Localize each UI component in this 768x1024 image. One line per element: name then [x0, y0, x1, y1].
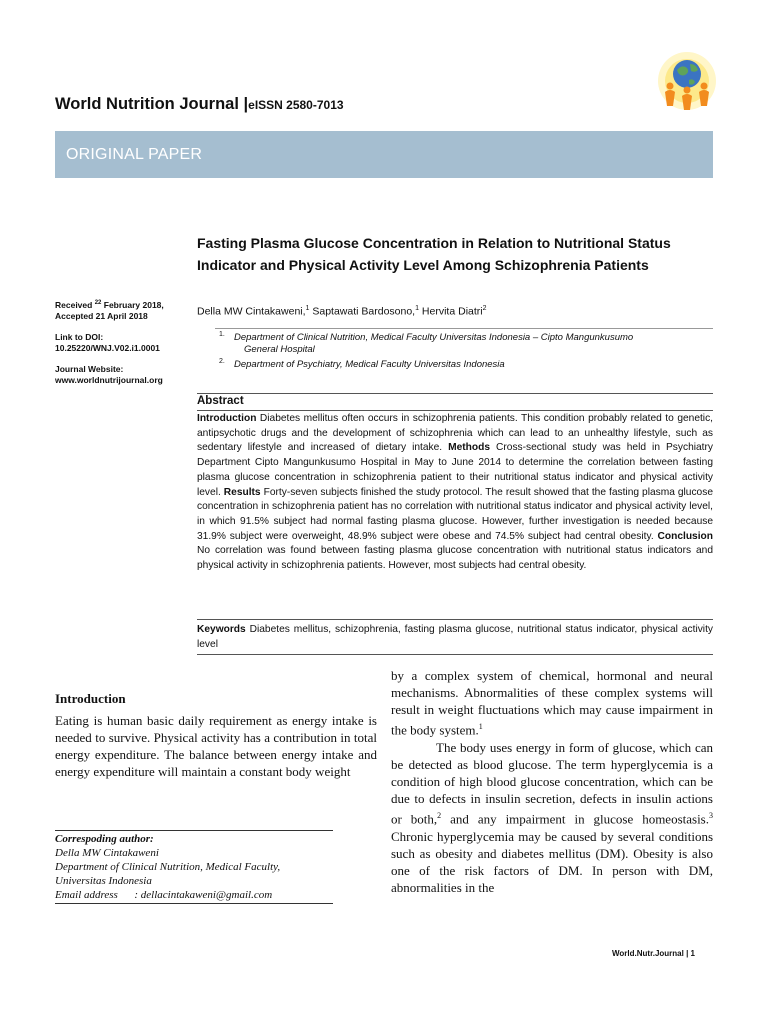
corresponding-author-label: Correspoding author:	[55, 833, 154, 845]
keywords	[197, 623, 713, 652]
author-name: Hervita Diatri	[419, 305, 483, 318]
journal-logo-icon	[656, 50, 718, 118]
corresponding-author-university: Universitas Indonesia	[55, 875, 152, 887]
abstract-conclusion-text: No correlation was found between fasting plasma glucose concentration with nutritional status indicators and physical activity in schizophrenia patients. However, most subjects had central obesity.	[197, 545, 713, 572]
paragraph-text: Chronic hyperglycemia may be caused by several conditions such as obesity and diabetes mellitus (DM). Obesity is also one of the risk factors of DM. In person with DM, abnormalities in the	[391, 828, 713, 895]
author-list	[197, 305, 487, 318]
citation-marker: 3	[709, 811, 713, 821]
affiliation-number: 2.	[219, 358, 225, 365]
corresponding-author-department: Department of Clinical Nutrition, Medical Faculty,	[55, 861, 281, 873]
abstract-heading: Abstract	[197, 395, 244, 407]
received-day: 22	[94, 300, 102, 306]
introduction-paragraph	[391, 739, 713, 896]
divider	[197, 619, 713, 620]
divider	[197, 410, 713, 411]
journal-issn: eISSN 2580-7013	[248, 98, 344, 112]
divider	[55, 830, 333, 831]
corresponding-author-email-row	[55, 888, 345, 902]
divider	[215, 328, 713, 329]
accepted-date: Accepted 21 April 2018	[55, 311, 148, 322]
corresponding-author-name: Della MW Cintakaweni	[55, 847, 159, 859]
abstract-intro-text: Diabetes mellitus often occurs in schizophrenia patients. This condition probably related to genetic, antipsychotic drugs and the development of schizophrenia which can lead to an unhealthy lifestyle, such as sedentary lifestyle and increased of dietary intake.	[197, 413, 713, 454]
received-date: February 2018,	[101, 299, 164, 310]
abstract-body	[197, 412, 713, 574]
author-affiliation-marker: 1	[305, 305, 310, 312]
article-metadata	[55, 298, 195, 396]
introduction-paragraph: Eating is human basic daily requirement as energy intake is needed to survive. Physical activity has a contribution in total energy expenditure. The balance between energy intake and energy expenditure will maintain a constant body weight	[55, 713, 377, 780]
website-link[interactable]: www.worldnutrijournal.org	[55, 375, 163, 386]
introduction-heading: Introduction	[55, 691, 126, 706]
affiliation-item	[215, 332, 715, 356]
abstract-intro-label: Introduction	[197, 413, 257, 424]
author-name: Della MW Cintakaweni,	[197, 305, 306, 318]
doi-label: Link to DOI:	[55, 331, 104, 342]
abstract-results-text: Forty-seven subjects finished the study protocol. The result showed that the fasting plasma glucose concentration in schizophrenia patient has no correlation with nutritional status indicator and physical activity level, in which 91.5% subject had normal fasting plasma glucose. However, further investigation is needed because 31.9% subject were overweight, 48.9% subject were obese and 74.5% subject had central obesity.	[197, 486, 713, 542]
email-label: Email address	[55, 889, 118, 901]
affiliation-text: Department of Psychiatry, Medical Faculty Universitas Indonesia	[234, 359, 505, 370]
journal-header	[55, 95, 344, 114]
divider	[197, 654, 713, 655]
paragraph-text: by a complex system of chemical, hormonal and neural mechanisms. Abnormalities of these complex systems will result in weight fluctuations which may cause impairment in the body system.	[391, 668, 713, 738]
citation-marker: 1	[478, 722, 483, 732]
paragraph-text: The body uses energy in form of glucose, which can be detected as blood glucose. The term hyperglycemia is a condition of high blood glucose concentration, which can be due to defects in insulin secretion, defects in insulin actions or both,	[391, 739, 713, 827]
email-address[interactable]: : dellacintakaweni@gmail.com	[117, 889, 273, 901]
article-type-banner	[55, 131, 713, 178]
affiliation-text: Department of Clinical Nutrition, Medical Faculty Universitas Indonesia – Cipto Mangunkusumo	[234, 332, 634, 343]
introduction-paragraph	[391, 667, 713, 739]
paragraph-text: and any impairment in glucose homeostasis.	[441, 811, 709, 827]
affiliation-number: 1.	[219, 331, 225, 338]
website-label: Journal Website:	[55, 363, 124, 374]
affiliation-list	[215, 332, 715, 371]
journal-name: World Nutrition Journal |	[55, 95, 249, 113]
doi-link[interactable]: 10.25220/WNJ.V02.i1.0001	[55, 343, 160, 354]
divider	[55, 903, 333, 904]
author-affiliation-marker: 1	[415, 305, 420, 312]
introduction-column-right	[391, 667, 713, 896]
abstract-methods-text: Cross-sectional study was held in Psychiatry Department Cipto Mangunkusumo Hospital in May to June 2014 to determine the correlation between fasting plasma glucose concentration in schizophrenia patient to their nutritional status indicator and physical activity level.	[197, 442, 713, 498]
keywords-text: Diabetes mellitus, schizophrenia, fasting plasma glucose, nutritional status indicator, physical activity level	[197, 624, 713, 650]
received-label: Received	[55, 299, 95, 310]
keywords-label: Keywords	[197, 624, 246, 635]
author-affiliation-marker: 2	[482, 305, 487, 312]
abstract-results-label: Results	[223, 486, 261, 498]
article-type-label: ORIGINAL PAPER	[66, 146, 203, 163]
affiliation-item	[215, 359, 715, 371]
citation-marker: 2	[437, 811, 442, 821]
page-footer: World.Nutr.Journal | 1	[612, 949, 695, 958]
abstract-methods-label: Methods	[448, 442, 491, 454]
abstract-conclusion-label: Conclusion	[657, 530, 713, 542]
divider	[197, 393, 713, 394]
corresponding-author	[55, 832, 345, 902]
author-name: Saptawati Bardosono,	[309, 305, 416, 318]
affiliation-text-continued: General Hospital	[244, 344, 315, 355]
article-title: Fasting Plasma Glucose Concentration in Relation to Nutritional Status Indicator and Physical Activity Level Among Schizophrenia Patients	[197, 235, 671, 273]
